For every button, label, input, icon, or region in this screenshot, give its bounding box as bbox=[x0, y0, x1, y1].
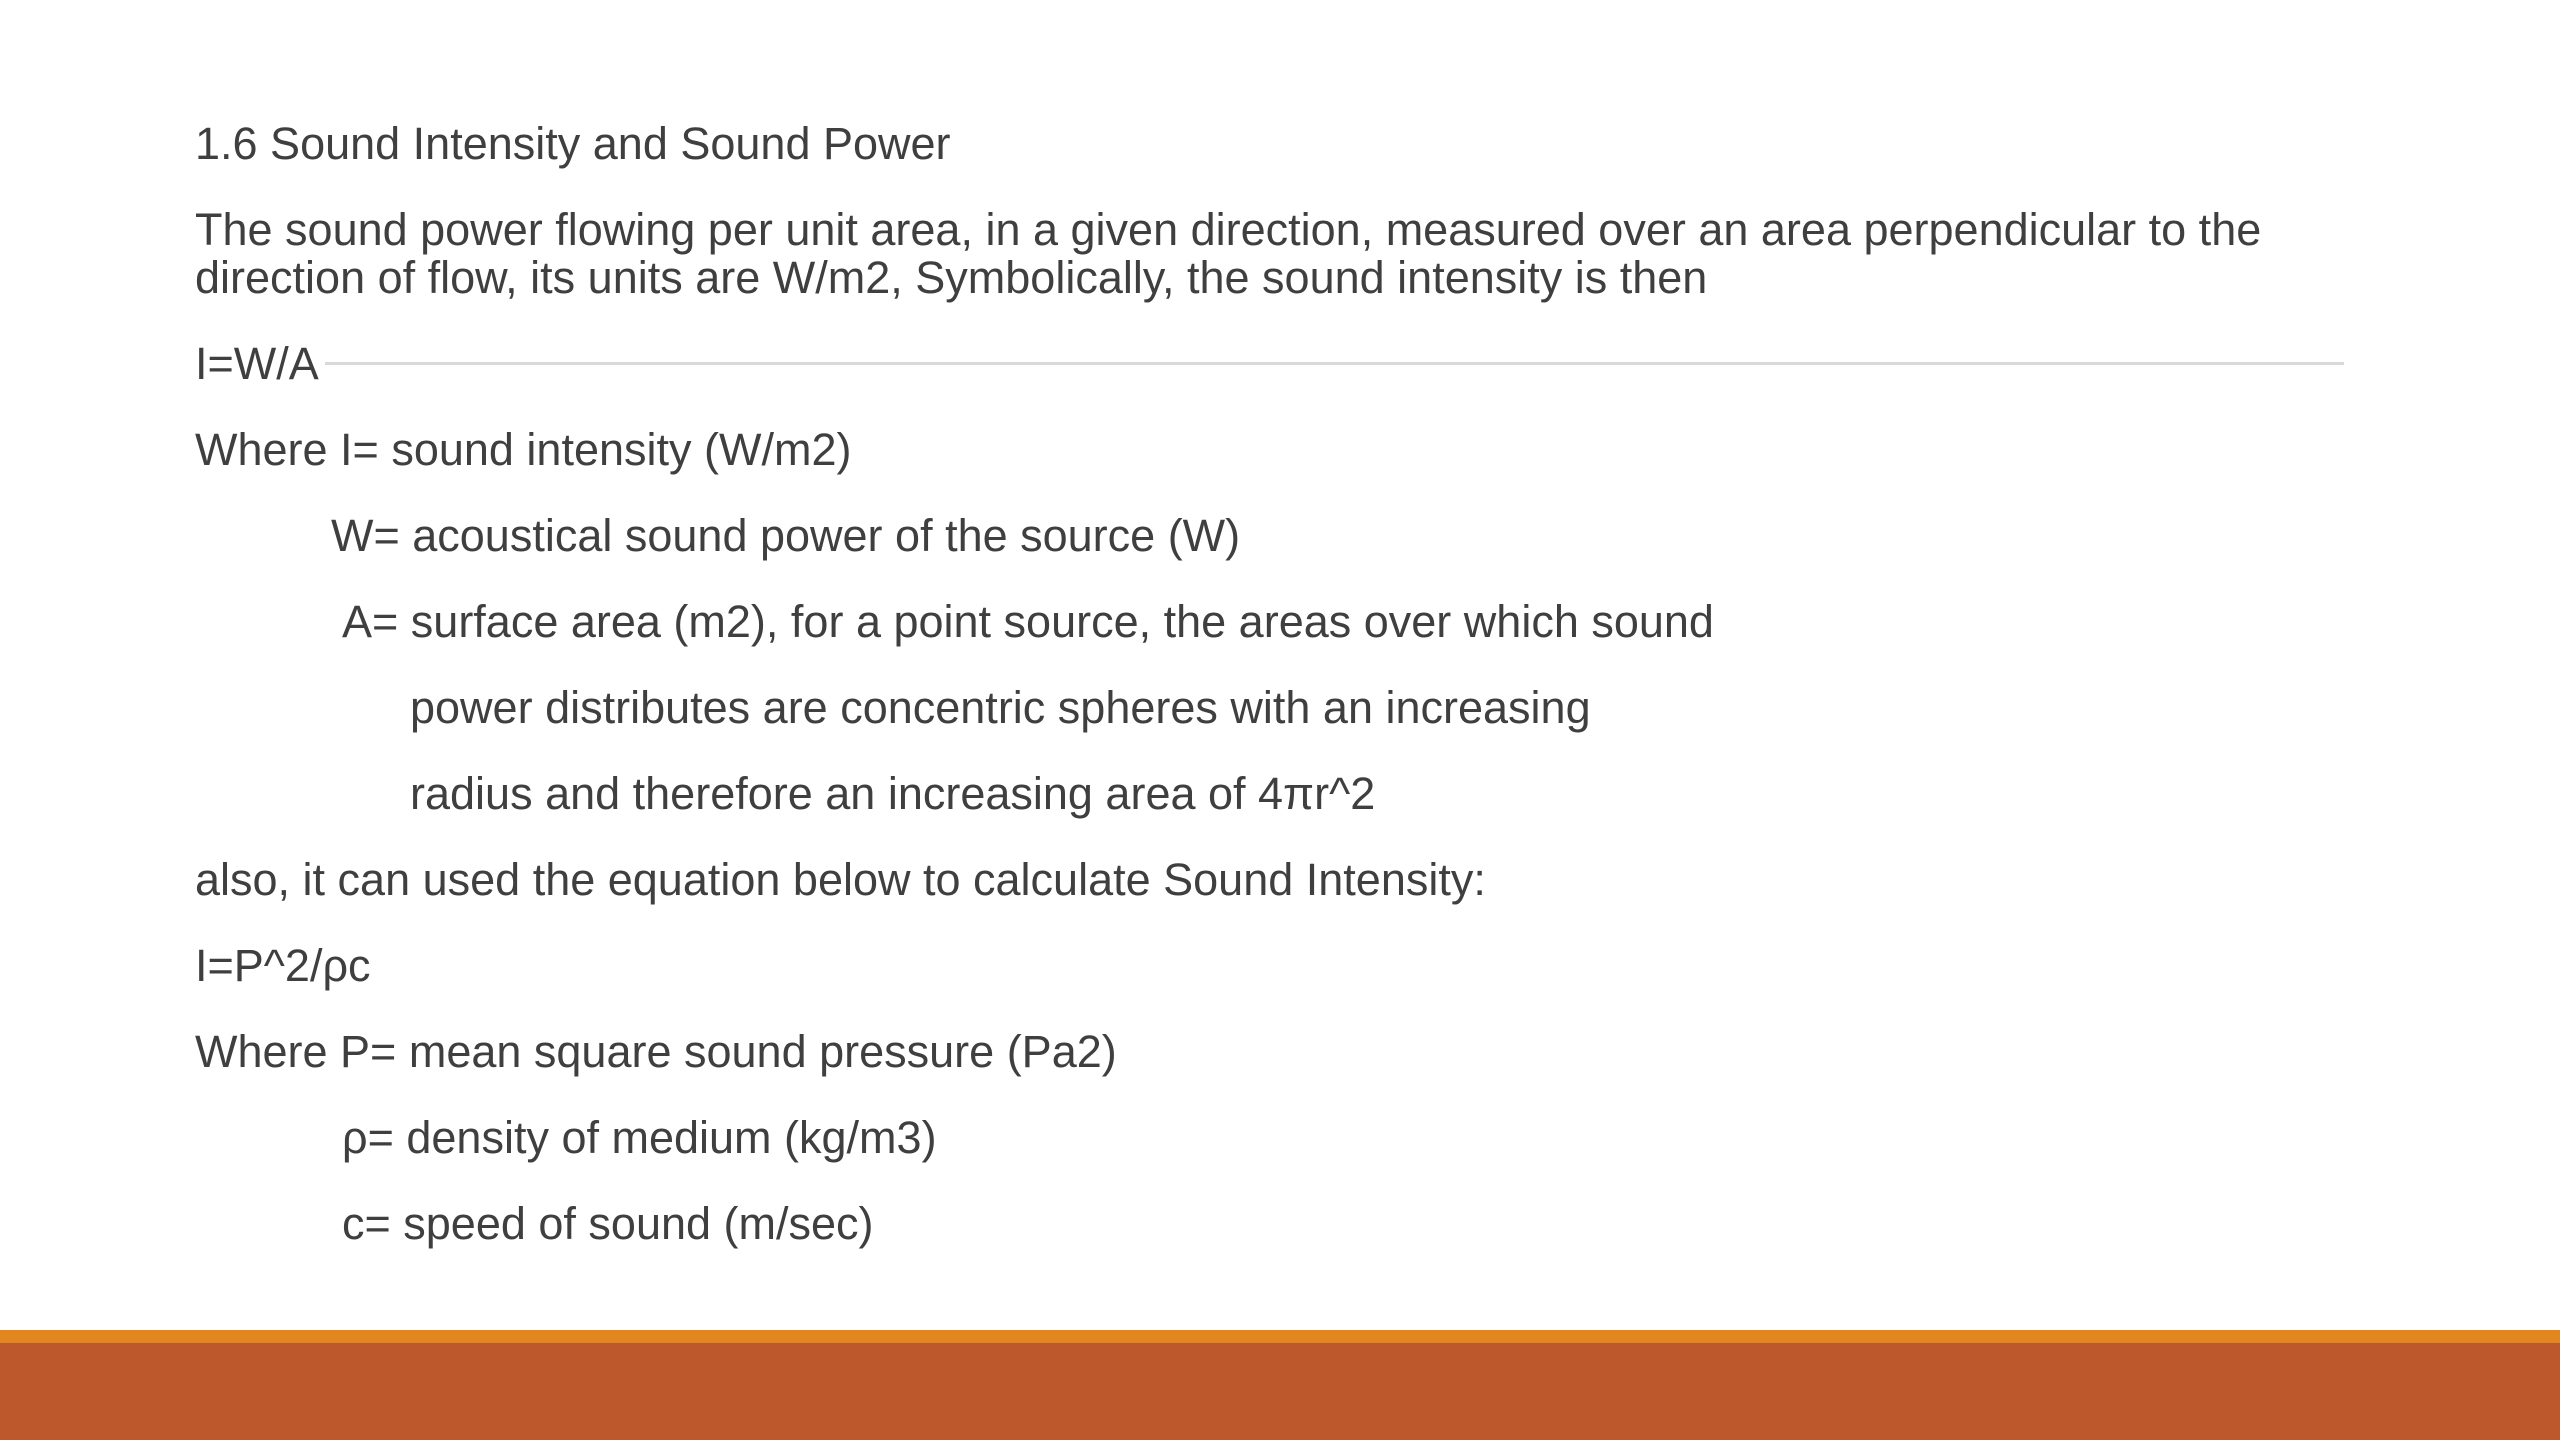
where-area-definition-line-3: radius and therefore an increasing area of 4πr^2 bbox=[410, 768, 1376, 819]
slide-heading: 1.6 Sound Intensity and Sound Power bbox=[195, 118, 951, 169]
divider-rule bbox=[322, 362, 2344, 365]
definition-line-1: The sound power flowing per unit area, in a given direction, measured over an area perpendicular to the bbox=[195, 204, 2262, 255]
where-density-definition: ρ= density of medium (kg/m3) bbox=[342, 1112, 937, 1163]
where-area-definition-line-1: A= surface area (m2), for a point source, the areas over which sound bbox=[342, 596, 1714, 647]
equation-intensity: I=W/A bbox=[195, 338, 325, 390]
footer-accent-band bbox=[0, 1330, 2560, 1343]
equation-pressure: I=P^2/ρc bbox=[195, 940, 371, 991]
footer-band bbox=[0, 1343, 2560, 1440]
alternative-equation-intro: also, it can used the equation below to calculate Sound Intensity: bbox=[195, 854, 1486, 905]
where-area-definition-line-2: power distributes are concentric spheres with an increasing bbox=[410, 682, 1591, 733]
where-speed-definition: c= speed of sound (m/sec) bbox=[342, 1198, 874, 1249]
definition-line-2: direction of flow, its units are W/m2, Symbolically, the sound intensity is then bbox=[195, 252, 1708, 303]
where-intensity-definition: Where I= sound intensity (W/m2) bbox=[195, 424, 852, 475]
where-pressure-definition: Where P= mean square sound pressure (Pa2) bbox=[195, 1026, 1117, 1077]
where-power-definition: W= acoustical sound power of the source (W) bbox=[331, 510, 1241, 561]
